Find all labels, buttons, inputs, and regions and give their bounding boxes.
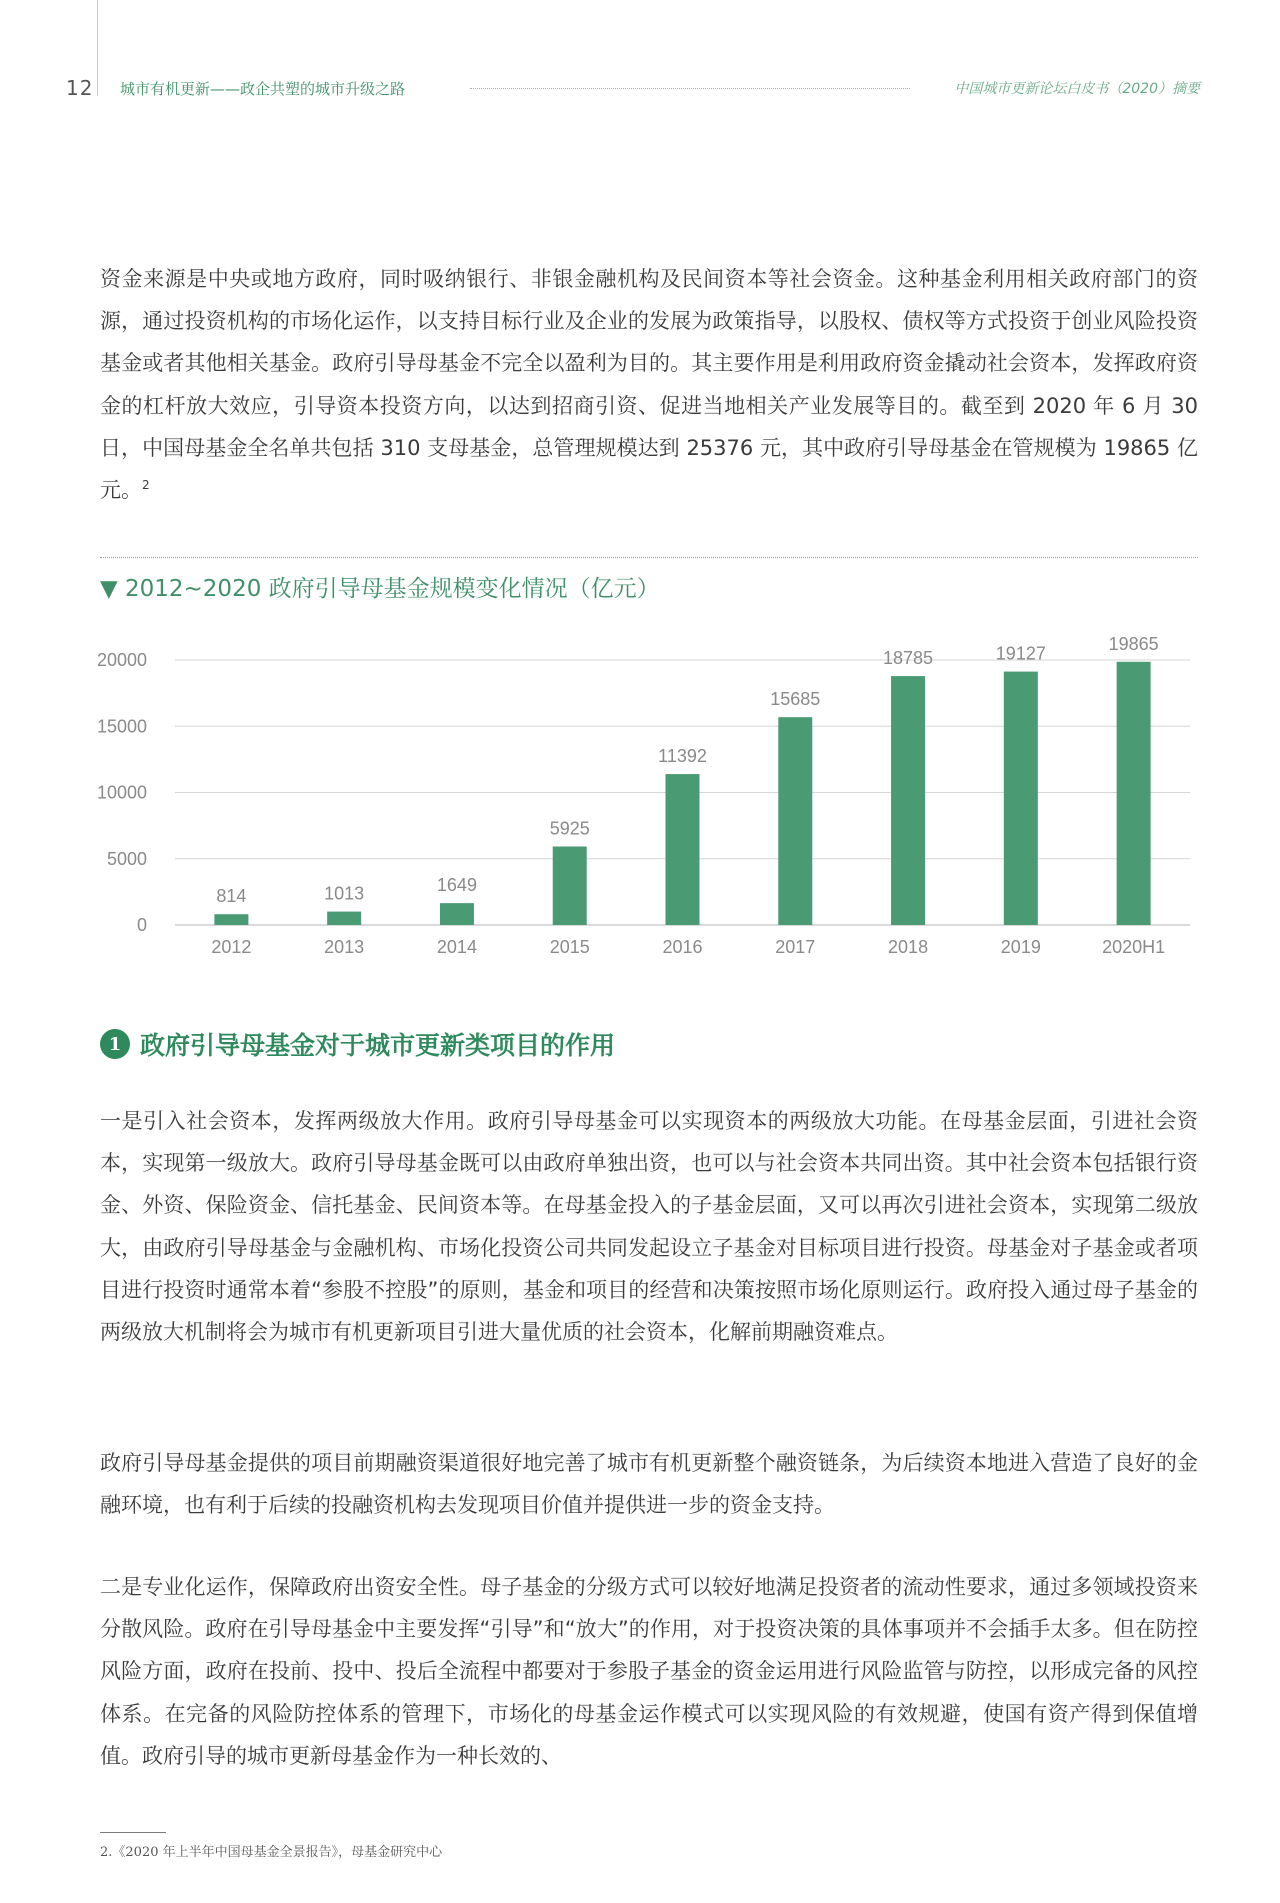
bar-chart <box>90 620 1200 970</box>
data-label: 1649 <box>436 875 477 896</box>
data-label: 19127 <box>995 643 1046 664</box>
x-tick-label: 2012 <box>211 937 252 957</box>
y-tick-label: 0 <box>136 915 147 935</box>
data-label: 19865 <box>1108 633 1159 654</box>
y-tick-label: 10000 <box>96 782 147 803</box>
bar <box>327 912 361 925</box>
x-tick-label: 2017 <box>775 937 816 957</box>
section-title: 政府引导母基金对于城市更新类项目的作用 <box>140 1031 616 1060</box>
bar <box>553 846 587 925</box>
x-tick-label: 2016 <box>662 937 703 957</box>
footnote-ref[interactable]: 2 <box>142 478 150 493</box>
intro-paragraph-text: 资金来源是中央或地方政府，同时吸纳银行、非银金融机构及民间资本等社会资金。这种基金利用相关政府部门的资源，通过投资机构的市场化运作，以支持目标行业及企业的发展为政策指导，以股权、债权等方式投资于创业风险投资基金或者其他相关基金。政府引导母基金不完全以盈利为目的。其主要作用是利用政府资金撬动社会资本，发挥政府资金的杠杆放大效应，引导资本投资方向，以达到招商引资、促进当地相关产业发展等目的。截至到 2020 年 6 月 30 日，中国母基金全名单共包括 310 支母基金，总管理规模达到 25376 元，其中政府引导母基金在管规模为 19865 亿元。 <box>100 267 1198 503</box>
x-tick-label: 2014 <box>436 937 477 957</box>
y-tick-label: 5000 <box>106 848 147 869</box>
running-title-right: 中国城市更新论坛白皮书（2020）摘要 <box>954 81 1200 97</box>
x-tick-label: 2013 <box>324 937 365 957</box>
bar <box>1004 672 1038 925</box>
x-tick-label: 2018 <box>888 937 929 957</box>
header-divider <box>97 0 98 96</box>
x-tick-label: 2019 <box>1000 937 1041 957</box>
data-label: 814 <box>216 886 247 907</box>
data-label: 18785 <box>883 648 934 669</box>
data-label: 11392 <box>658 746 707 767</box>
page-header <box>0 0 1280 120</box>
footnote: 2.《2020 年上半年中国母基金全景报告》，母基金研究中心 <box>100 1845 443 1860</box>
section-paragraph-2: 政府引导母基金提供的项目前期融资渠道很好地完善了城市有机更新整个融资链条，为后续资本地进入营造了良好的金融环境，也有利于后续的投融资机构去发现项目价值并提供进一步的资金支持。 <box>100 1451 1198 1518</box>
data-label: 15685 <box>770 689 821 710</box>
bar <box>666 774 700 925</box>
bar <box>778 717 812 925</box>
y-tick-label: 15000 <box>96 716 147 737</box>
chart-top-rule <box>100 557 1198 558</box>
y-tick-label: 20000 <box>96 650 147 670</box>
section-number-badge: 1 <box>100 1029 130 1059</box>
x-tick-label: 2020H1 <box>1102 937 1166 957</box>
bar <box>440 903 474 925</box>
section-paragraph-1: 一是引入社会资本，发挥两级放大作用。政府引导母基金可以实现资本的两级放大功能。在母基金层面，引进社会资本，实现第一级放大。政府引导母基金既可以由政府单独出资，也可以与社会资本共同出资。其中社会资本包括银行资金、外资、保险资金、信托基金、民间资本等。在母基金投入的子基金层面，又可以再次引进社会资本，实现第二级放大，由政府引导母基金与金融机构、市场化投资公司共同发起设立子基金对目标项目进行投资。母基金对子基金或者项目进行投资时通常本着“参股不控股”的原则，基金和项目的经营和决策按照市场化原则运行。政府投入通过母子基金的两级放大机制将会为城市有机更新项目引进大量优质的社会资本，化解前期融资难点。 <box>100 1109 1198 1345</box>
data-label: 1013 <box>324 883 365 904</box>
section-heading <box>100 1024 615 1064</box>
bar <box>891 676 925 925</box>
section-paragraph-3: 二是专业化运作，保障政府出资安全性。母子基金的分级方式可以较好地满足投资者的流动性要求，通过多领域投资来分散风险。政府在引导母基金中主要发挥“引导”和“放大”的作用，对于投资决策的具体事项并不会插手太多。但在防控风险方面，政府在投前、投中、投后全流程中都要对于参股子基金的资金运用进行风险监管与防控，以形成完备的风控体系。在完备的风险防控体系的管理下，市场化的母基金运作模式可以实现风险的有效规避，使国有资产得到保值增值。政府引导的城市更新母基金作为一种长效的、 <box>100 1575 1198 1768</box>
bar <box>1117 662 1151 925</box>
running-title-left: 城市有机更新——政企共塑的城市升级之路 <box>120 80 406 98</box>
bar <box>214 914 248 925</box>
footnote-rule <box>100 1832 166 1833</box>
chart-title: ▼ 2012~2020 政府引导母基金规模变化情况（亿元） <box>100 576 660 602</box>
intro-paragraph <box>100 258 1198 511</box>
header-dotted-rule <box>470 88 910 89</box>
data-label: 5925 <box>549 818 590 839</box>
x-tick-label: 2015 <box>549 937 590 957</box>
page-number: 12 <box>66 76 94 100</box>
